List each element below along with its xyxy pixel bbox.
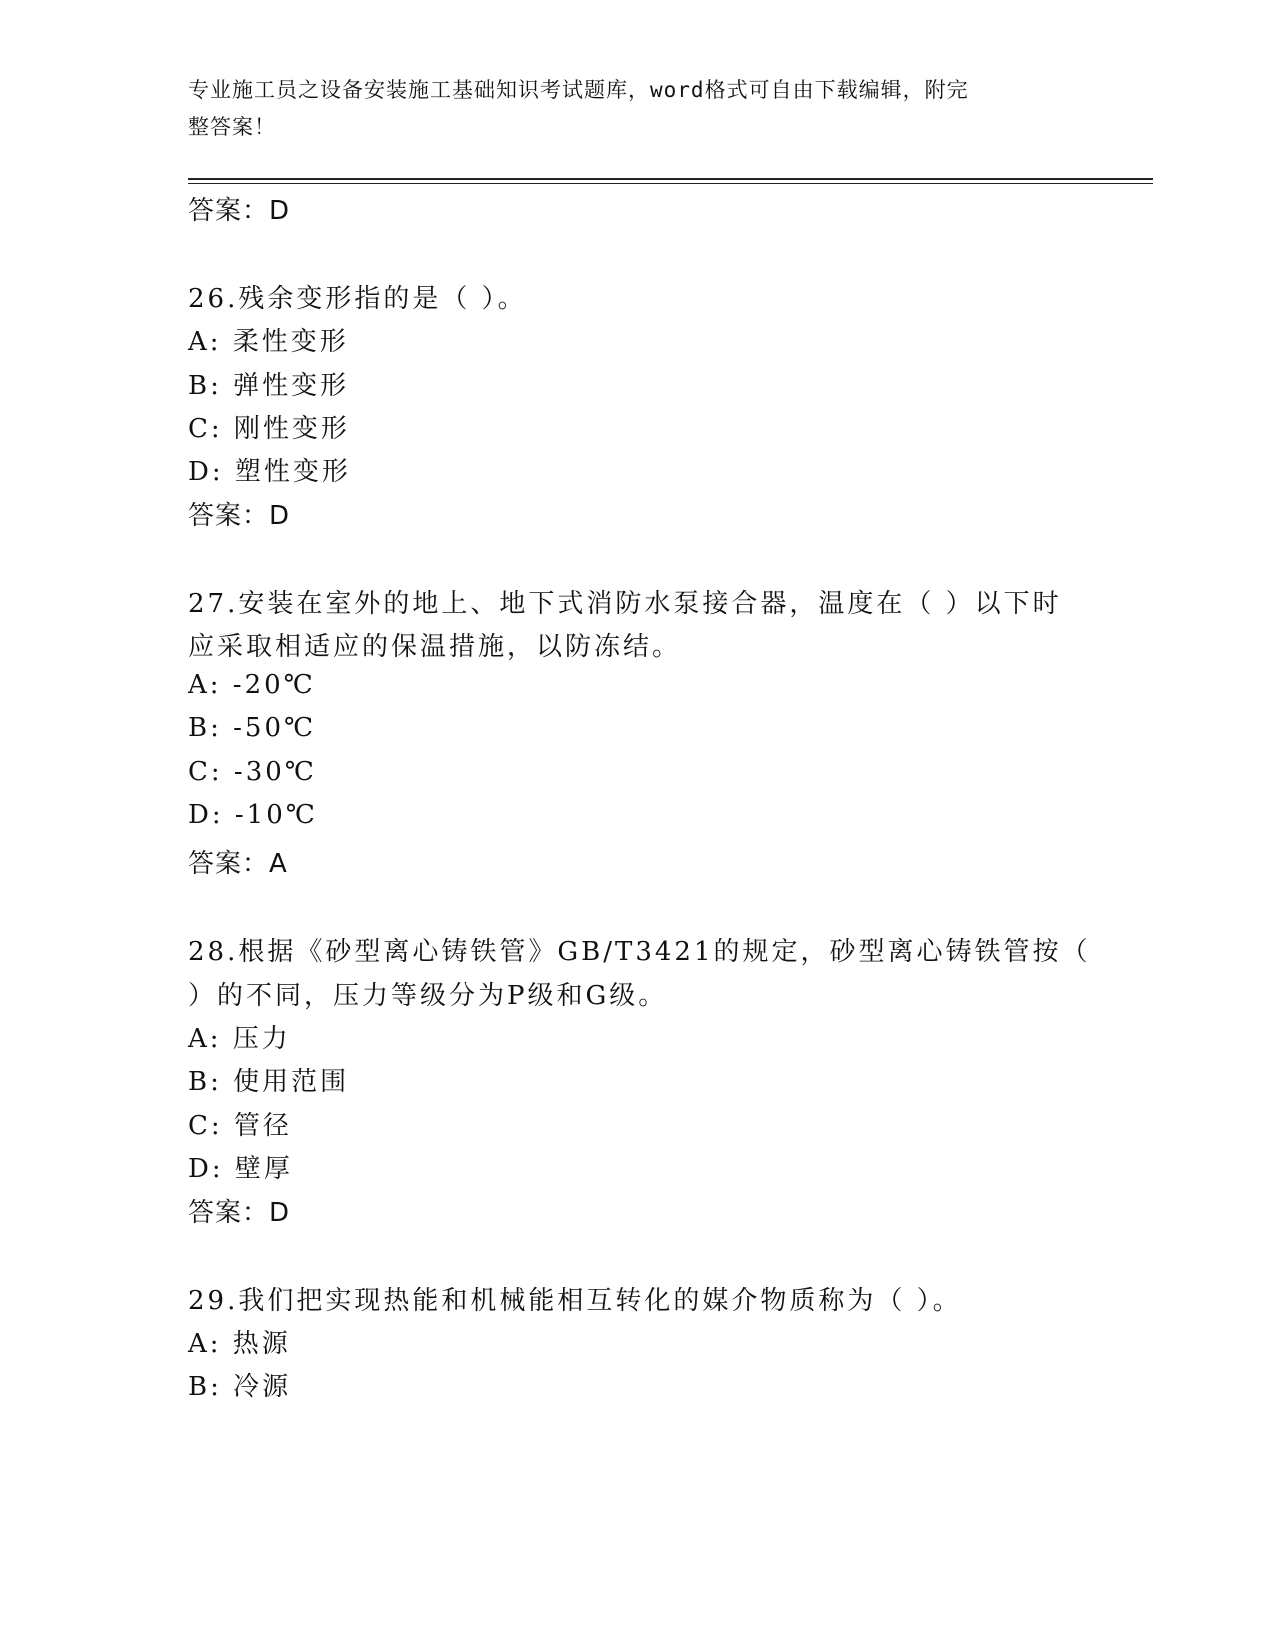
header-divider-thin — [188, 183, 1153, 184]
question-27-option-d: D: -10℃ — [188, 800, 318, 830]
question-27-text-line-2: 应采取相适应的保温措施，以防冻结。 — [188, 632, 682, 662]
question-29-text: 29.我们把实现热能和机械能相互转化的媒介物质称为（ ）。 — [188, 1286, 962, 1316]
question-27-option-c: C: -30℃ — [188, 757, 317, 787]
question-28-option-c: C: 管径 — [188, 1111, 292, 1141]
header-line-1: 专业施工员之设备安装施工基础知识考试题库，word格式可自由下载编辑，附完 — [188, 78, 969, 102]
question-27-text-line-1: 27.安装在室外的地上、地下式消防水泵接合器，温度在（ ）以下时 — [188, 589, 1062, 619]
question-29-option-b: B: 冷源 — [188, 1372, 292, 1402]
question-26-answer: 答案：D — [188, 501, 291, 531]
question-26-option-a: A: 柔性变形 — [188, 327, 349, 357]
question-28-option-a: A: 压力 — [188, 1024, 291, 1054]
question-26-option-c: C: 刚性变形 — [188, 414, 350, 444]
question-27-option-b: B: -50℃ — [188, 713, 317, 743]
question-29-option-a: A: 热源 — [188, 1329, 291, 1359]
question-27-answer: 答案：A — [188, 849, 288, 879]
question-26-text: 26.残余变形指的是（ ）。 — [188, 284, 527, 314]
question-28-text-line-1: 28.根据《砂型离心铸铁管》GB/T3421的规定，砂型离心铸铁管按（ — [188, 937, 1091, 967]
question-28-answer: 答案：D — [188, 1198, 291, 1228]
answer-25: 答案：D — [188, 196, 291, 226]
header-line-2: 整答案！ — [188, 115, 276, 139]
question-28-text-line-2: ）的不同，压力等级分为P级和G级。 — [188, 981, 668, 1011]
page-header — [188, 72, 1068, 146]
question-26-option-d: D: 塑性变形 — [188, 457, 351, 487]
header-divider-thick — [188, 178, 1153, 180]
question-27-option-a: A: -20℃ — [188, 670, 316, 700]
question-28-option-d: D: 壁厚 — [188, 1154, 293, 1184]
question-26-option-b: B: 弹性变形 — [188, 371, 350, 401]
question-28-option-b: B: 使用范围 — [188, 1067, 350, 1097]
